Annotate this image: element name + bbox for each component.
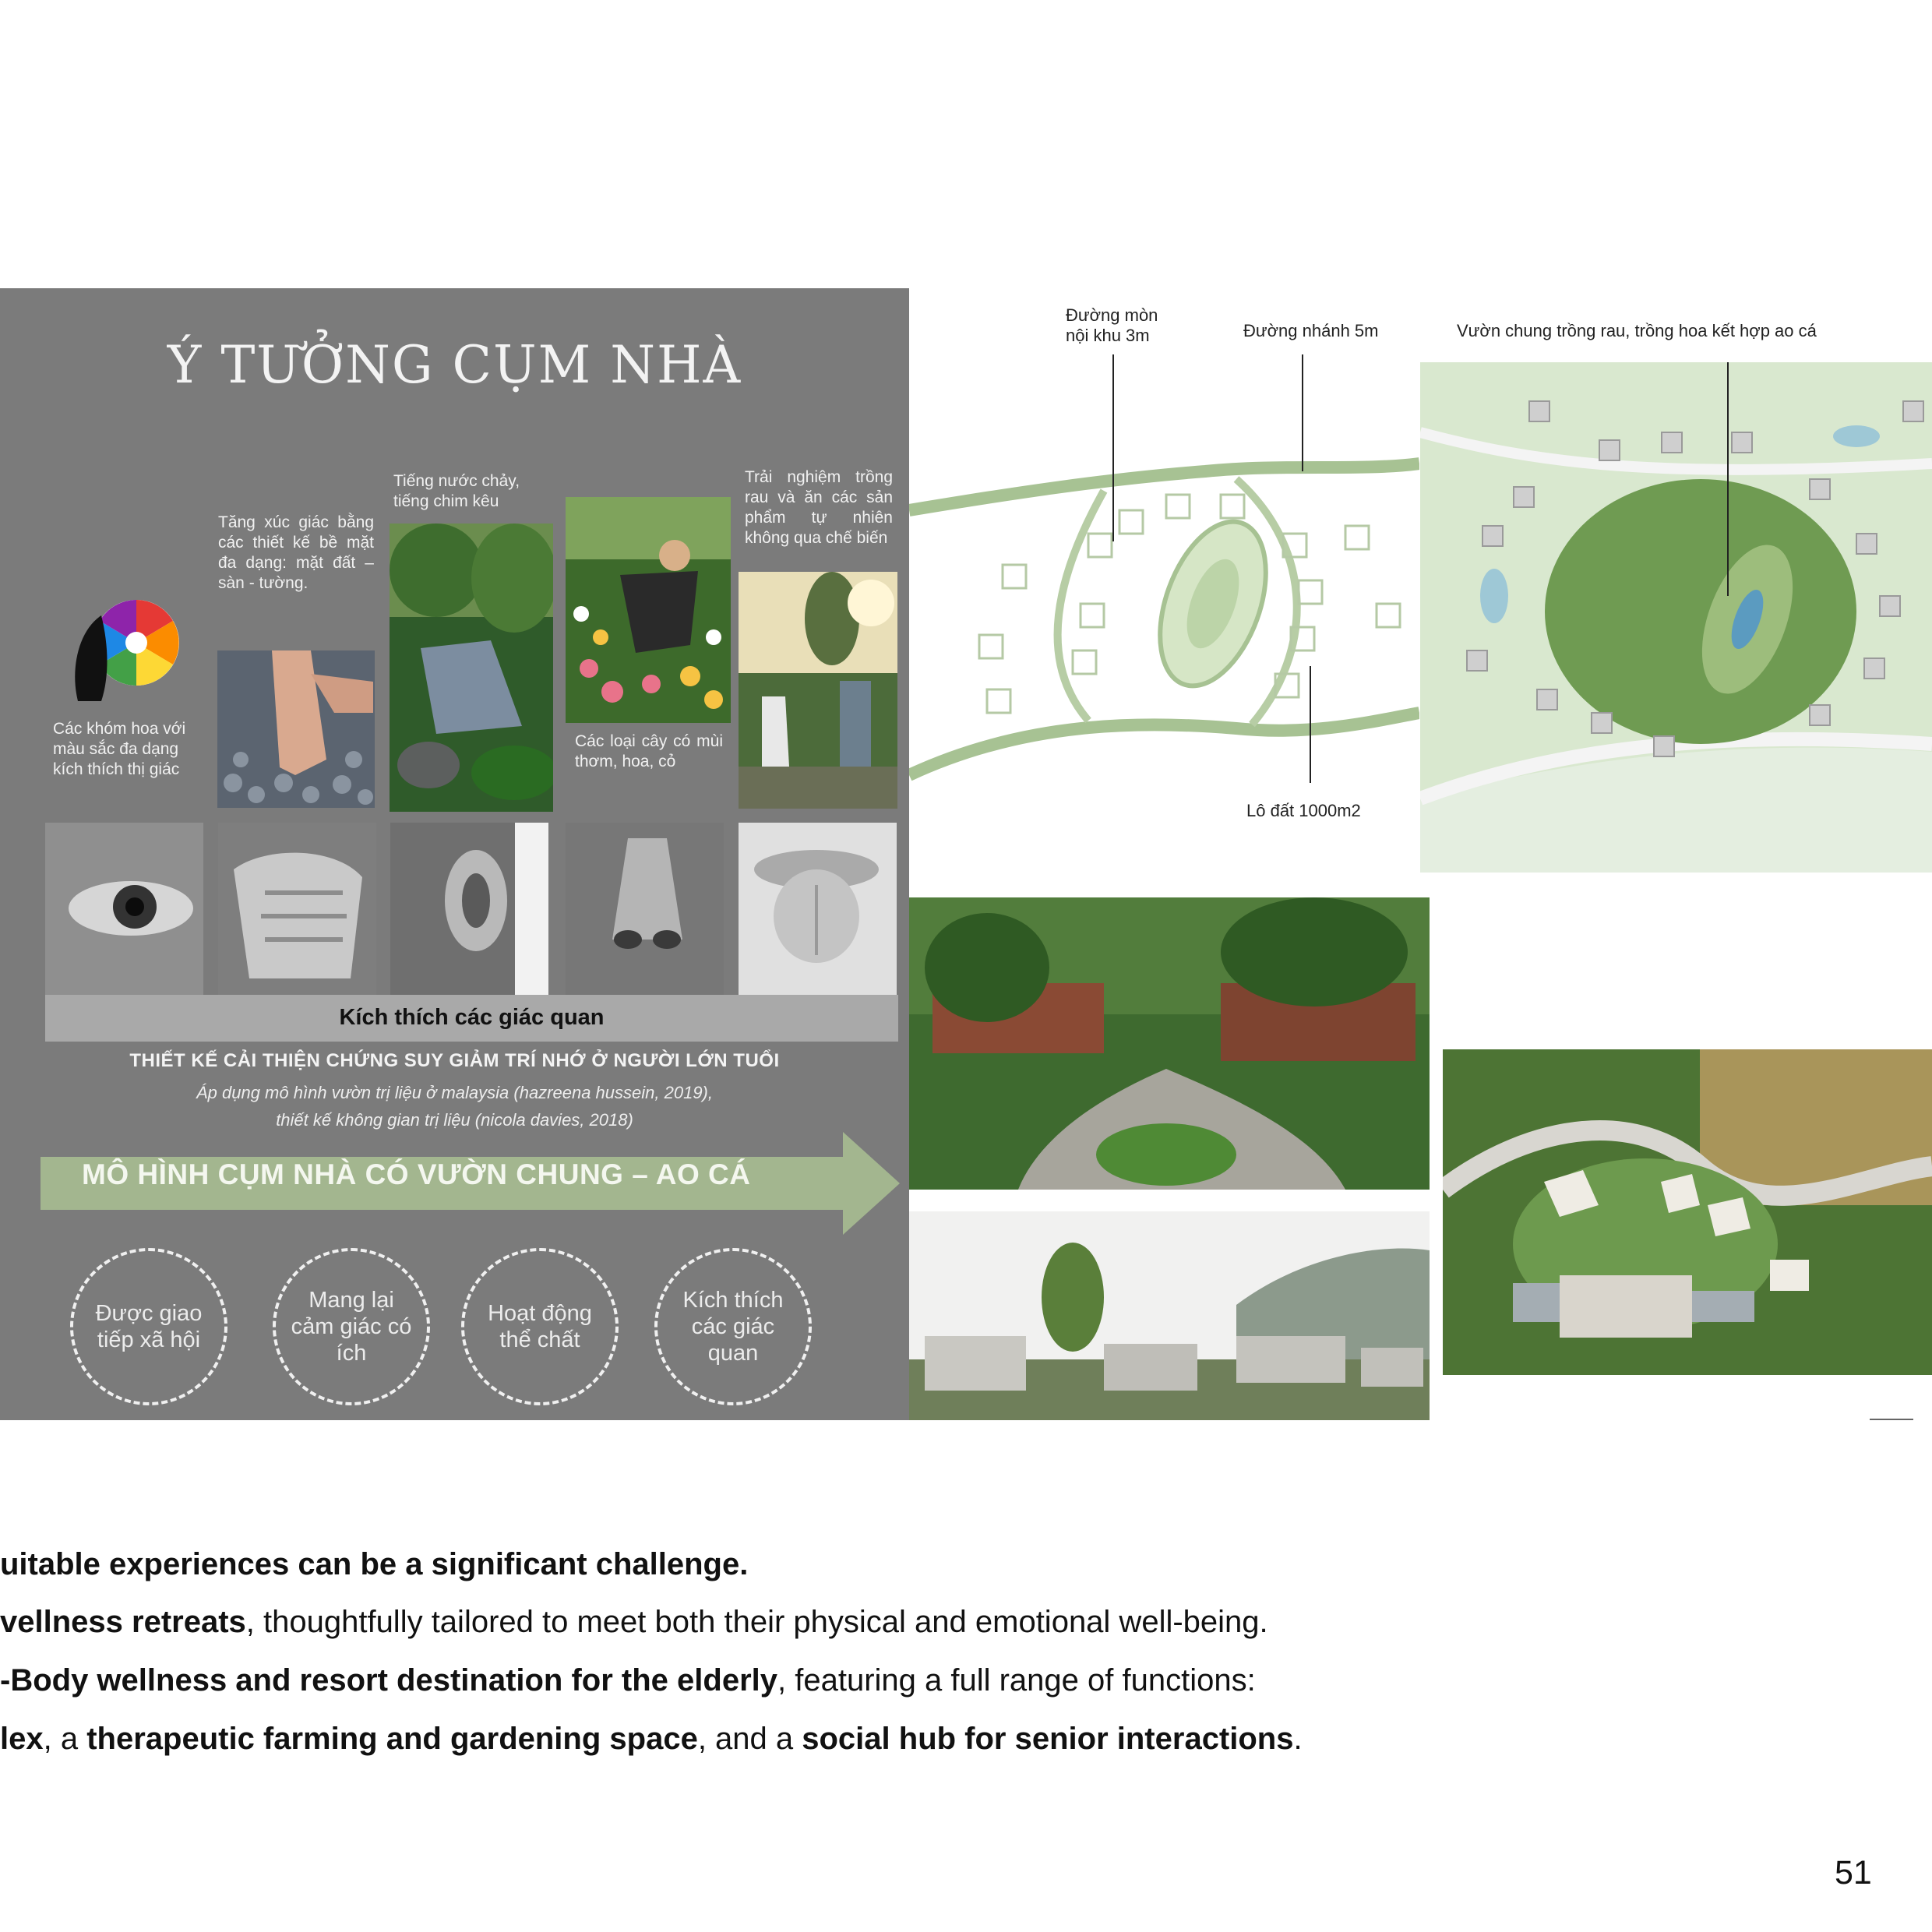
eye-closeup-photo [45, 823, 203, 995]
ear-closeup-photo [390, 823, 548, 995]
note-farming: Trải nghiệm trồng rau và ăn các sản phẩm tự nhiên không qua chế biến [745, 468, 893, 547]
body-line-3 [0, 1663, 1256, 1698]
tongue-closeup-photo [739, 823, 897, 995]
page-number: 51 [1835, 1854, 1872, 1891]
body-line-3-bold: -Body wellness and resort destination for the elderly [0, 1663, 777, 1698]
cottages-photo [909, 1211, 1430, 1420]
senses-label: Kích thích các giác quan [339, 1005, 605, 1030]
courtyard-garden-photo [909, 897, 1430, 1190]
model-arrow-label: MÔ HÌNH CỤM NHÀ CÓ VƯỜN CHUNG – AO CÁ [82, 1158, 751, 1190]
water-garden-photo [390, 524, 553, 812]
vegetable-garden-photo [739, 572, 897, 809]
reference-1: Áp dụng mô hình vườn trị liệu ở malaysia (hazreena hussein, 2019), [196, 1083, 713, 1102]
hands-closeup-photo [218, 823, 376, 995]
body-line-4-f: . [1293, 1722, 1303, 1756]
note-flowers: Các khóm hoa với màu sắc đa dạng kích thích thị giác [53, 720, 186, 778]
cluster-sketch-plan [909, 354, 1419, 795]
color-wheel-head-icon [62, 584, 195, 709]
label-internal-path: Đường mòn nội khu 3m [1066, 305, 1158, 345]
body-line-3-rest: , featuring a full range of functions: [777, 1663, 1256, 1698]
benefit-usefulness: Mang lại cảm giác có ích [273, 1248, 430, 1405]
gardener-flowers-photo [566, 497, 731, 723]
body-line-1 [0, 1547, 748, 1582]
note-sounds: Tiếng nước chảy, tiếng chim kêu [393, 472, 520, 510]
body-line-2-bold: vellness retreats [0, 1605, 246, 1639]
benefit-physical: Hoạt động thể chất [461, 1248, 619, 1405]
body-line-4-d: , and a [697, 1722, 802, 1756]
board-title: Ý TƯỞNG CỤM NHÀ [167, 335, 742, 395]
body-line-4-c: therapeutic farming and gardening space [86, 1722, 698, 1756]
body-line-4-a: lex [0, 1722, 44, 1756]
body-line-2-rest: , thoughtfully tailored to meet both their physical and emotional well-being. [245, 1605, 1268, 1639]
nose-closeup-photo [566, 823, 724, 995]
feet-on-pebbles-photo [217, 650, 375, 808]
note-plants: Các loại cây có mùi thơm, hoa, cỏ [575, 732, 723, 770]
concept-board [0, 288, 909, 1420]
body-line-1-bold: uitable experiences can be a significant challenge. [0, 1547, 749, 1581]
board-subtitle: THIẾT KẾ CẢI THIỆN CHỨNG SUY GIẢM TRÍ NHỚ Ở NGƯỜI LỚN TUỔI [129, 1050, 780, 1071]
cluster-render-plan [1420, 362, 1932, 873]
body-line-4-b: , a [43, 1722, 87, 1756]
label-branch-road: Đường nhánh 5m [1243, 321, 1379, 340]
reference-2: thiết kế không gian trị liệu (nicola davies, 2018) [276, 1110, 633, 1130]
label-shared-garden: Vườn chung trồng rau, trồng hoa kết hợp ao cá [1457, 321, 1817, 340]
body-line-4-e: social hub for senior interactions [802, 1722, 1294, 1756]
aerial-cottages-photo [1443, 1049, 1932, 1375]
body-line-2 [0, 1605, 1268, 1640]
note-surfaces: Tăng xúc giác bằng các thiết kế bề mặt đa dạng: mặt đất – sàn - tường. [218, 513, 374, 592]
divider-line [1870, 1419, 1913, 1420]
body-line-4 [0, 1722, 1303, 1757]
benefit-social: Được giao tiếp xã hội [70, 1248, 227, 1405]
benefit-senses: Kích thích các giác quan [654, 1248, 812, 1405]
label-land-plot: Lô đất 1000m2 [1246, 801, 1361, 820]
